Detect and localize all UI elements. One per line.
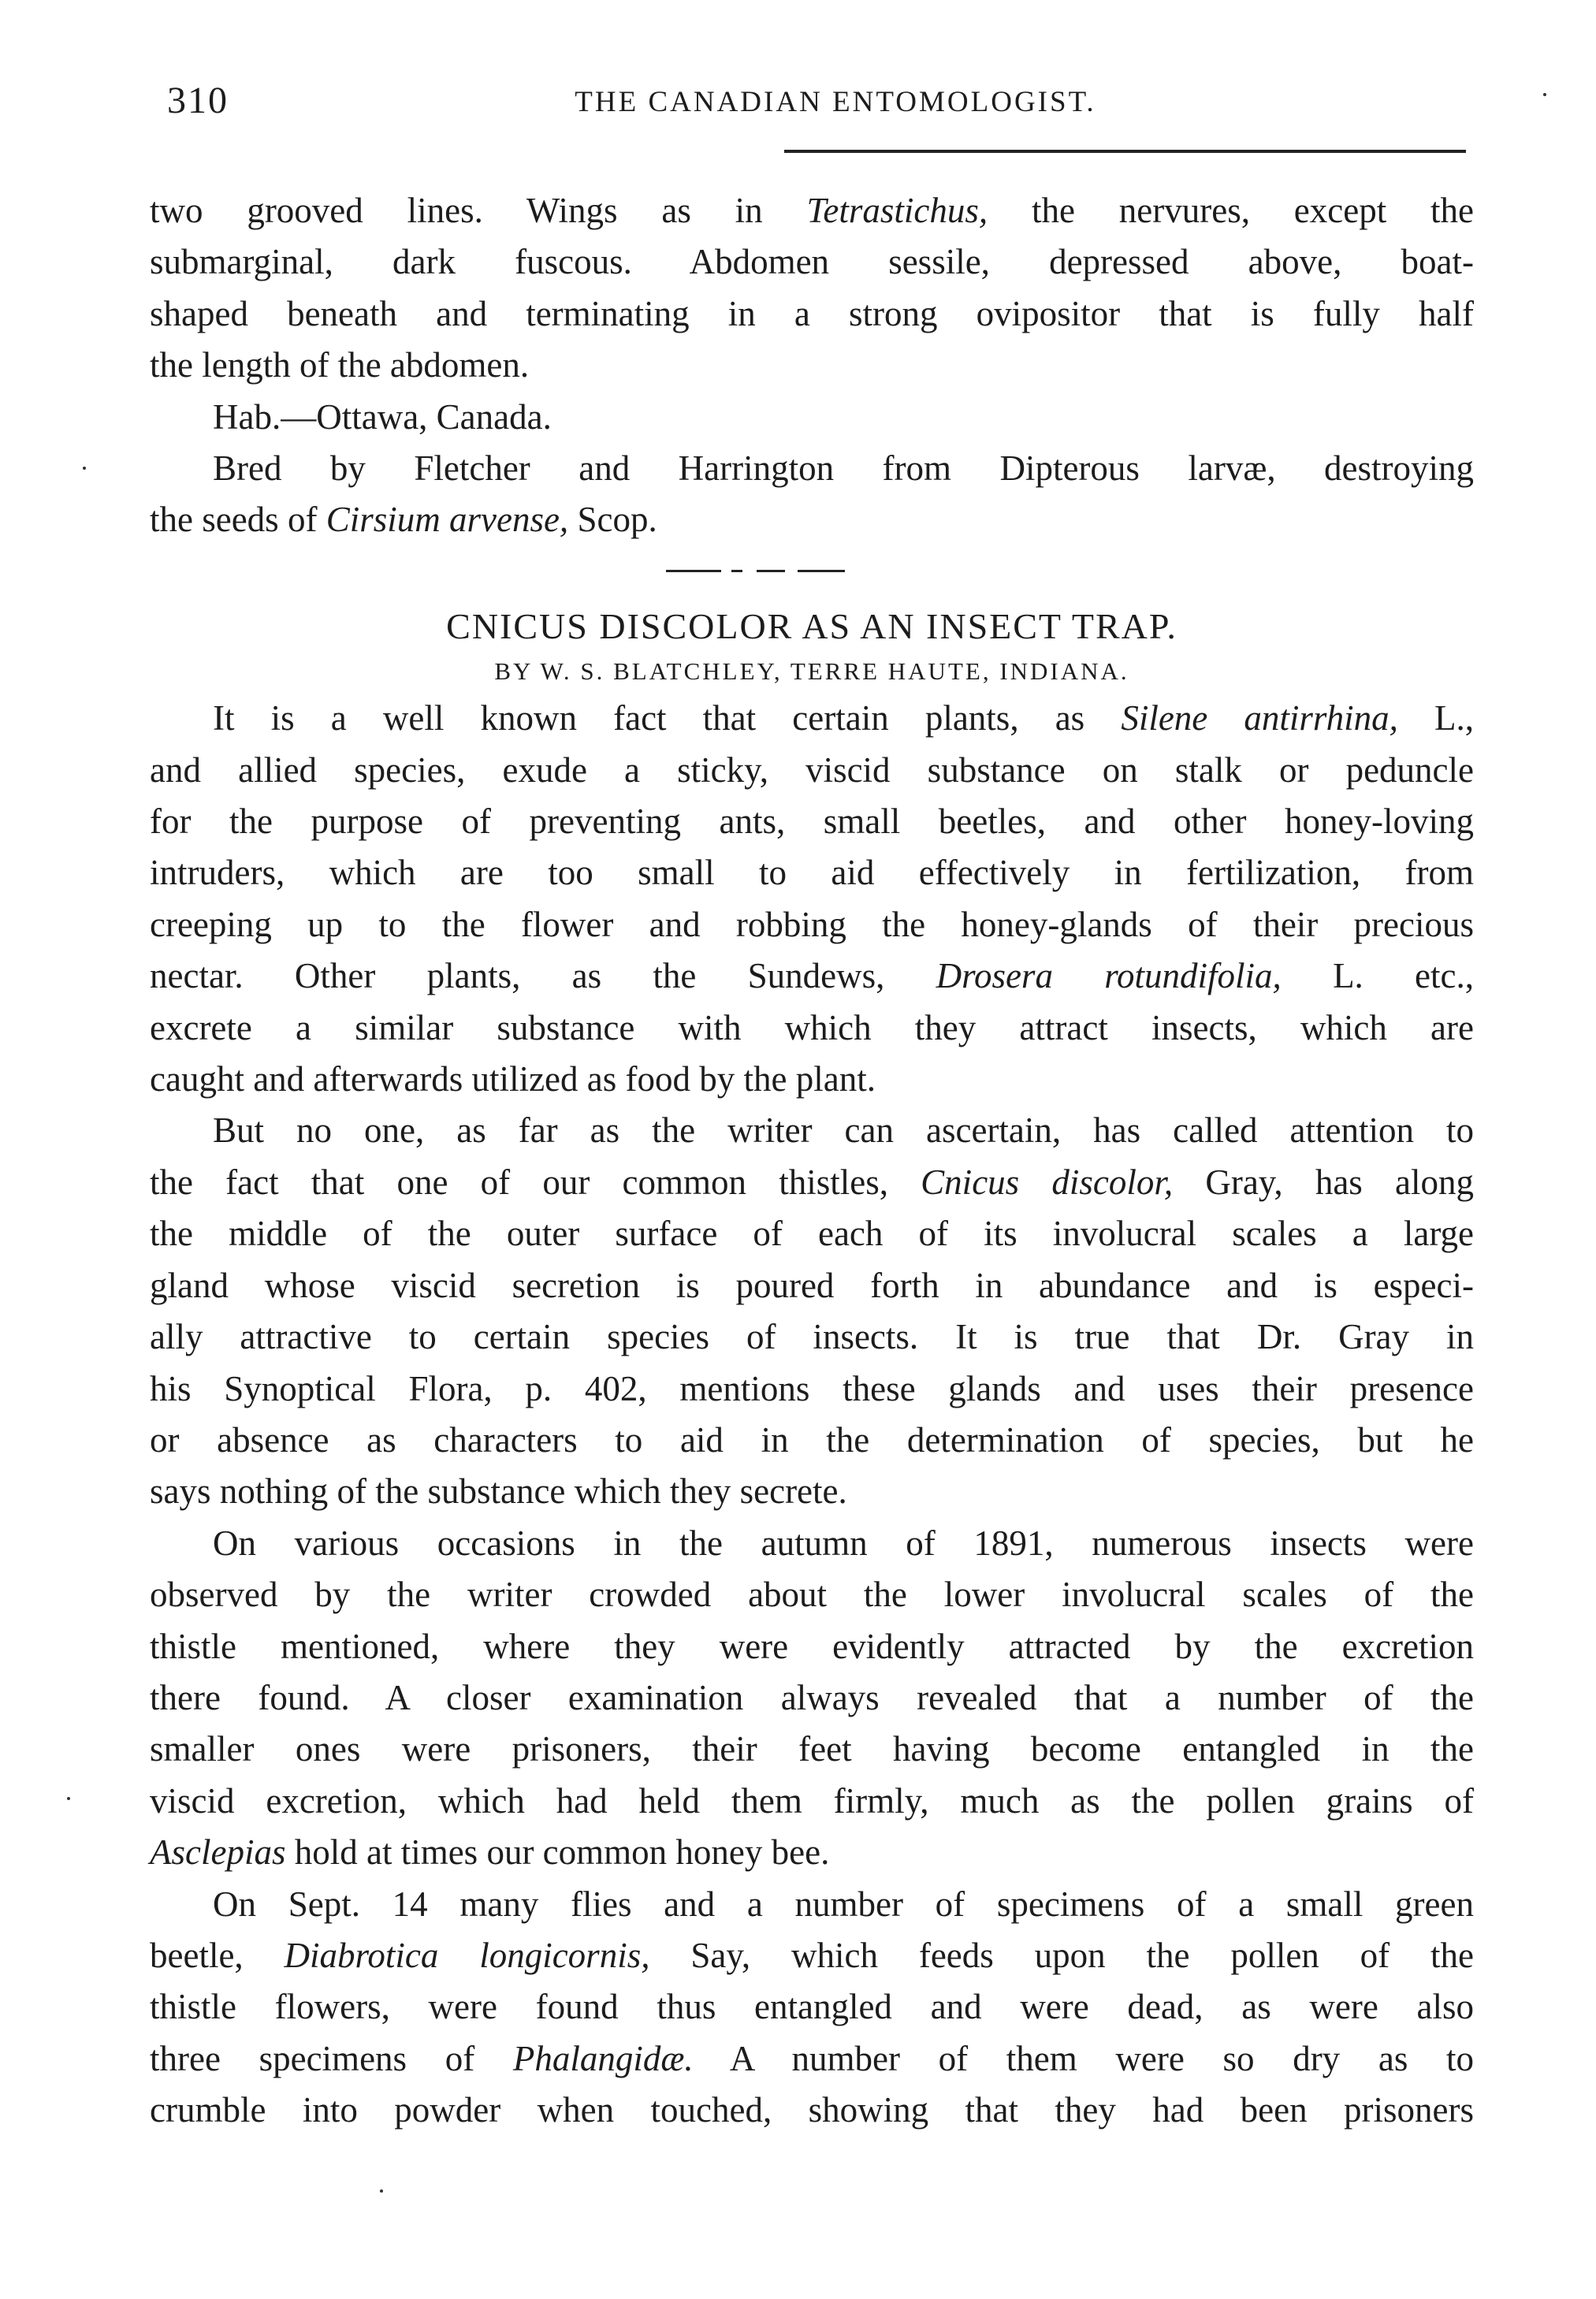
article-title: CNICUS DISCOLOR AS AN INSECT TRAP. — [446, 606, 1177, 647]
article-body — [150, 693, 1474, 2136]
paragraph — [150, 1105, 1474, 1517]
text-run: caught and afterwards utilized as food by the plant. — [150, 1059, 876, 1099]
text-run: the seeds of — [150, 500, 326, 540]
header-rule — [784, 150, 1466, 153]
text-line — [150, 1724, 1474, 1775]
text-run: It is a well known fact that certain plants, as — [213, 698, 1122, 738]
text-run: Bred by Fletcher and Harrington from Dipterous larvæ, destroying — [213, 448, 1474, 489]
text-line — [150, 2085, 1474, 2136]
italic-term: Tetrastichus, — [806, 191, 988, 230]
text-run: viscid excretion, which had held them firmly, much as the pollen grains of — [150, 1780, 1474, 1821]
text-run: hold at times our common honey bee. — [285, 1832, 830, 1873]
text-run: beetle, — [150, 1935, 285, 1975]
print-speck — [1543, 93, 1546, 96]
text-line — [150, 1363, 1474, 1415]
text-run: nectar. Other plants, as the Sundews, — [150, 956, 936, 996]
text-run: ally attractive to certain species of insects. It is true that Dr. Gray in — [150, 1317, 1474, 1357]
text-line — [150, 899, 1474, 950]
text-run: the fact that one of our common thistles, — [150, 1162, 921, 1202]
text-line — [150, 1415, 1474, 1466]
print-speck — [83, 467, 86, 470]
text-line — [150, 847, 1474, 898]
text-line — [150, 2033, 1474, 2085]
text-run: L. etc., — [1281, 956, 1475, 996]
text-run: L., — [1397, 698, 1474, 738]
text-line — [150, 185, 1474, 236]
paragraph — [150, 1879, 1474, 2137]
text-line — [150, 1672, 1474, 1724]
text-line — [150, 1776, 1474, 1827]
italic-term: Drosera rotundifolia, — [936, 956, 1282, 996]
text-run: and allied species, exude a sticky, viscid substance on stalk or peduncle — [150, 750, 1474, 790]
section-separator — [150, 546, 1474, 597]
text-run: On various occasions in the autumn of 1891, numerous insects were — [213, 1523, 1474, 1563]
text-run: Scop. — [568, 500, 657, 540]
text-line — [150, 288, 1474, 340]
text-run: three specimens of — [150, 2038, 513, 2078]
text-line — [150, 693, 1474, 744]
text-line — [150, 1105, 1474, 1156]
text-line — [150, 796, 1474, 847]
paragraph — [150, 443, 1474, 546]
paragraph — [150, 693, 1474, 1105]
text-run: But no one, as far as the writer can ascertain, has called attention to — [213, 1110, 1474, 1151]
text-run: A number of them were so dry as to — [693, 2038, 1474, 2078]
text-run: the middle of the outer surface of each of its involucral scales a large — [150, 1214, 1474, 1254]
text-run: Gray, has along — [1173, 1162, 1474, 1202]
text-run: gland whose viscid secretion is poured forth in abundance and is especi- — [150, 1265, 1474, 1305]
paragraph — [150, 185, 1474, 392]
text-run: Say, which feeds upon the pollen of the — [649, 1935, 1474, 1975]
text-run: shaped beneath and terminating in a strong ovipositor that is fully half — [150, 293, 1474, 333]
text-line — [150, 494, 1474, 545]
italic-term: Cirsium arvense, — [326, 500, 569, 540]
text-line — [150, 1827, 1474, 1878]
text-line — [150, 745, 1474, 796]
text-run: thistle mentioned, where they were evidently attracted by the excretion — [150, 1626, 1474, 1666]
text-run: creeping up to the flower and robbing the honey-glands of their precious — [150, 904, 1474, 944]
text-line — [150, 1518, 1474, 1569]
journal-title: THE CANADIAN ENTOMOLOGIST. — [575, 86, 1096, 118]
text-run: says nothing of the substance which they secrete. — [150, 1471, 847, 1512]
text-run: the nervures, except the — [988, 191, 1475, 230]
paragraph — [150, 1518, 1474, 1879]
text-run: or absence as characters to aid in the determination of species, but he — [150, 1419, 1474, 1460]
text-run: excrete a similar substance with which they attract insects, which are — [150, 1007, 1474, 1047]
text-line — [150, 1157, 1474, 1208]
habitat-line: Hab.—Ottawa, Canada. — [213, 396, 552, 437]
text-run: his Synoptical Flora, p. 402, mentions these glands and uses their presence — [150, 1368, 1474, 1408]
article-byline: BY W. S. BLATCHLEY, TERRE HAUTE, INDIANA. — [494, 657, 1129, 686]
journal-page — [150, 71, 1475, 2130]
print-speck — [67, 1797, 70, 1800]
text-run: for the purpose of preventing ants, small beetles, and other honey-loving — [150, 802, 1474, 842]
text-run: smaller ones were prisoners, their feet having become entangled in the — [150, 1729, 1474, 1769]
text-line — [150, 1879, 1474, 1930]
body-text — [150, 185, 1474, 2137]
text-run: submarginal, dark fuscous. Abdomen sessile, depressed above, boat- — [150, 242, 1474, 282]
page-number: 310 — [167, 80, 229, 121]
text-line — [150, 1930, 1474, 1981]
italic-term: Asclepias — [150, 1832, 286, 1873]
text-run: the length of the abdomen. — [150, 345, 530, 385]
running-head — [150, 71, 1474, 134]
text-line — [150, 443, 1474, 494]
text-line — [150, 1621, 1474, 1672]
text-line — [150, 1569, 1474, 1620]
text-line — [150, 1208, 1474, 1259]
text-line — [150, 1981, 1474, 2033]
italic-term: Cnicus discolor, — [921, 1162, 1174, 1202]
italic-term: Diabrotica longicornis, — [284, 1935, 650, 1975]
text-line — [150, 1003, 1474, 1054]
italic-term: Phalangidæ. — [512, 2038, 694, 2078]
previous-article-end — [150, 185, 1474, 546]
text-line — [150, 236, 1474, 288]
text-run: intruders, which are too small to aid effectively in fertilization, from — [150, 853, 1474, 893]
text-run: there found. A closer examination always revealed that a number of the — [150, 1677, 1474, 1717]
text-line — [150, 1260, 1474, 1311]
text-line — [150, 1054, 1474, 1105]
text-run: observed by the writer crowded about the lower involucral scales of the — [150, 1575, 1474, 1615]
text-line — [150, 1466, 1474, 1517]
text-run: crumble into powder when touched, showing that they had been prisoners — [150, 2090, 1474, 2130]
text-run: two grooved lines. Wings as in — [150, 191, 807, 230]
print-speck — [380, 2189, 383, 2193]
text-line — [150, 950, 1474, 1002]
text-run: On Sept. 14 many flies and a number of specimens of a small green — [213, 1884, 1474, 1924]
text-line — [150, 1311, 1474, 1363]
italic-term: Silene antirrhina, — [1121, 698, 1398, 738]
text-run: thistle flowers, were found thus entangled and were dead, as were also — [150, 1987, 1474, 2027]
text-line — [150, 340, 1474, 391]
